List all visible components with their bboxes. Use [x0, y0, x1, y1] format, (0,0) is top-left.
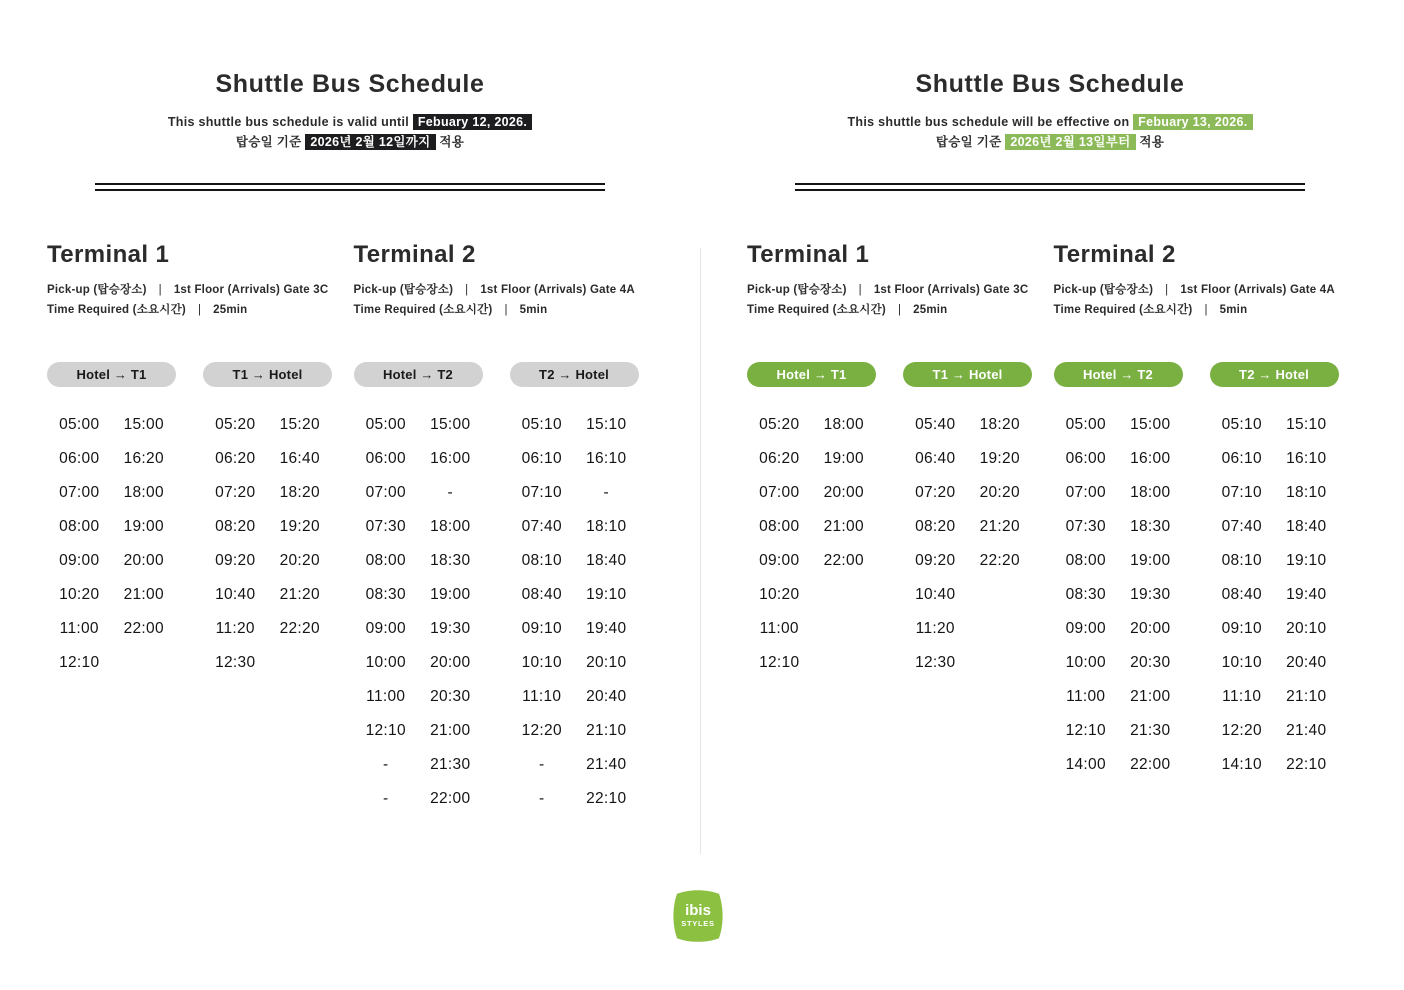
time-cell: 07:00 — [1065, 484, 1106, 501]
time-required-value: 25min — [213, 303, 248, 316]
time-required-label: Time Required (소요시간) — [1053, 303, 1193, 316]
time-cell: 12:30 — [915, 654, 956, 671]
time-cell: 10:10 — [521, 654, 562, 671]
time-cell: 10:00 — [365, 654, 406, 671]
time-cell — [968, 578, 1033, 612]
time-cell: 10:20 — [59, 586, 100, 603]
pickup-value: 1st Floor (Arrivals) Gate 3C — [173, 284, 329, 296]
time-cell: 18:00 — [1130, 484, 1171, 501]
time-cell: 18:40 — [1286, 518, 1327, 535]
pickup-label: Pick-up (탑승장소) — [747, 284, 847, 296]
time-cell: 18:00 — [823, 416, 864, 433]
logo-text-styles: STYLES — [681, 919, 715, 929]
time-cell: 05:00 — [59, 416, 100, 433]
time-cell: 09:00 — [365, 620, 406, 637]
time-cell: 06:20 — [759, 450, 800, 467]
time-cell: 08:20 — [215, 518, 256, 535]
time-grid — [747, 408, 876, 680]
time-cell: 07:00 — [365, 484, 406, 501]
terminal-title: Terminal 1 — [747, 241, 870, 268]
time-cell: 06:10 — [1221, 450, 1262, 467]
time-cell: 16:00 — [430, 450, 471, 467]
time-cell: 19:00 — [823, 450, 864, 467]
time-cell: 09:20 — [915, 552, 956, 569]
time-cell: 20:20 — [279, 552, 320, 569]
validity-line-en — [740, 112, 1360, 132]
time-cell: 22:00 — [1130, 756, 1171, 773]
time-cell: 12:10 — [59, 654, 100, 671]
time-cell: 05:20 — [215, 416, 256, 433]
time-cell: 08:00 — [365, 552, 406, 569]
time-cell: 09:00 — [1065, 620, 1106, 637]
time-cell — [812, 612, 877, 646]
pickup-label: Pick-up (탑승장소) — [47, 284, 147, 296]
time-cell: 05:20 — [759, 416, 800, 433]
time-cell: 08:40 — [1221, 586, 1262, 603]
time-cell: 16:10 — [586, 450, 627, 467]
time-cell: 20:40 — [586, 688, 627, 705]
time-cell: 08:30 — [1065, 586, 1106, 603]
info-separator: | — [465, 284, 469, 296]
time-cell: 19:20 — [979, 450, 1020, 467]
time-cell: 08:10 — [521, 552, 562, 569]
time-cell: - — [383, 756, 389, 773]
time-cell: 20:20 — [979, 484, 1020, 501]
time-cell: - — [447, 484, 453, 501]
terminal-title: Terminal 2 — [1053, 241, 1176, 268]
time-cell: 21:00 — [1130, 688, 1171, 705]
time-cell: 09:00 — [759, 552, 800, 569]
time-cell: 18:10 — [1286, 484, 1327, 501]
time-cell: 07:40 — [521, 518, 562, 535]
logo-pillow-icon — [668, 885, 728, 947]
time-cell: 15:10 — [586, 416, 627, 433]
pickup-value: 1st Floor (Arrivals) Gate 4A — [480, 284, 635, 296]
time-cell: 09:20 — [215, 552, 256, 569]
time-cell: 14:10 — [1221, 756, 1262, 773]
time-cell: 22:00 — [430, 790, 471, 807]
time-cell: 16:20 — [123, 450, 164, 467]
time-cell: 20:00 — [430, 654, 471, 671]
validity-date-highlight: Febuary 12, 2026. — [413, 114, 532, 130]
time-cell: 22:10 — [586, 790, 627, 807]
time-cell: 18:30 — [430, 552, 471, 569]
route-header-pill: T1 → Hotel — [203, 362, 332, 387]
time-cell: 22:00 — [823, 552, 864, 569]
time-cell: 08:00 — [759, 518, 800, 535]
time-cell: 18:30 — [1130, 518, 1171, 535]
time-cell: 21:00 — [430, 722, 471, 739]
validity-line-kr — [740, 132, 1360, 152]
time-cell: 11:20 — [915, 620, 955, 637]
schedule-table — [203, 362, 332, 680]
validity-suffix-kr: 적용 — [439, 135, 465, 149]
route-header-pill: Hotel → T1 — [747, 362, 876, 387]
time-cell: 07:10 — [1221, 484, 1262, 501]
schedule-table — [47, 362, 176, 680]
time-cell: 06:00 — [1065, 450, 1106, 467]
validity-date-highlight-kr: 2026년 2월 12일까지 — [305, 134, 435, 150]
time-cell: 07:20 — [915, 484, 956, 501]
pickup-value: 1st Floor (Arrivals) Gate 3C — [873, 284, 1029, 296]
validity-text-kr: 탑승일 기준 — [235, 135, 302, 149]
validity-suffix-kr: 적용 — [1139, 135, 1165, 149]
info-separator: | — [197, 303, 202, 316]
time-required-value: 5min — [519, 303, 548, 316]
time-cell: 11:20 — [215, 620, 255, 637]
time-grid — [203, 408, 332, 680]
terminal-section — [354, 241, 661, 816]
schedule-table — [354, 362, 483, 816]
time-cell: 11:00 — [759, 620, 799, 637]
time-cell — [968, 612, 1033, 646]
terminals-container — [740, 241, 1360, 782]
time-cell: 08:40 — [521, 586, 562, 603]
time-cell: 12:20 — [1221, 722, 1262, 739]
time-cell: 10:10 — [1221, 654, 1262, 671]
ibis-styles-logo — [668, 885, 728, 947]
terminal-section — [1054, 241, 1361, 782]
time-cell: 08:00 — [1065, 552, 1106, 569]
time-cell: 15:00 — [1130, 416, 1171, 433]
panel-divider-line — [700, 248, 701, 854]
time-cell — [968, 646, 1033, 680]
info-separator: | — [504, 303, 508, 316]
time-required-label: Time Required (소요시간) — [353, 303, 493, 316]
pickup-label: Pick-up (탑승장소) — [353, 284, 454, 296]
time-required-info-line — [747, 301, 1054, 321]
time-grid — [354, 408, 483, 816]
time-cell: 20:00 — [1130, 620, 1171, 637]
time-cell: 18:10 — [586, 518, 627, 535]
time-cell: 11:10 — [522, 688, 562, 705]
time-cell: 19:00 — [430, 586, 471, 603]
time-required-label: Time Required (소요시간) — [747, 303, 886, 316]
time-cell: 19:30 — [1130, 586, 1171, 603]
pickup-info-line — [354, 281, 661, 301]
time-cell: 11:10 — [1222, 688, 1262, 705]
section-divider — [95, 183, 605, 191]
time-cell: 19:10 — [1286, 552, 1327, 569]
time-cell: 06:40 — [915, 450, 956, 467]
time-cell: 08:10 — [1221, 552, 1262, 569]
time-cell: - — [539, 790, 545, 807]
validity-date-highlight: Febuary 13, 2026. — [1133, 114, 1252, 130]
time-cell: 19:40 — [586, 620, 627, 637]
time-cell: 11:00 — [1066, 688, 1106, 705]
time-cell — [812, 578, 877, 612]
terminal-section — [747, 241, 1054, 782]
time-cell: 07:00 — [59, 484, 100, 501]
pickup-info-line — [747, 281, 1054, 301]
time-cell: 20:30 — [430, 688, 471, 705]
panel-current-schedule — [40, 70, 660, 816]
time-cell: 07:30 — [365, 518, 406, 535]
time-cell: 07:40 — [1221, 518, 1262, 535]
time-required-value: 5min — [1219, 303, 1248, 316]
panel-upcoming-schedule — [740, 70, 1360, 782]
validity-line-kr — [40, 132, 660, 152]
time-grid — [1054, 408, 1183, 782]
time-cell: 19:10 — [586, 586, 627, 603]
info-separator: | — [897, 303, 902, 316]
time-cell: 10:00 — [1065, 654, 1106, 671]
time-grid — [1210, 408, 1339, 782]
time-cell: 20:10 — [1286, 620, 1327, 637]
timetables-row — [1054, 362, 1361, 782]
time-cell: 10:20 — [759, 586, 800, 603]
time-cell: 12:30 — [215, 654, 256, 671]
time-cell: 08:20 — [915, 518, 956, 535]
info-separator: | — [1204, 303, 1208, 316]
time-cell: 10:40 — [215, 586, 256, 603]
info-separator: | — [1165, 284, 1169, 296]
time-cell: 21:10 — [1286, 688, 1327, 705]
time-cell: 18:00 — [123, 484, 164, 501]
time-cell: 05:00 — [365, 416, 406, 433]
schedule-table — [510, 362, 639, 816]
time-grid — [47, 408, 176, 680]
time-cell: 07:10 — [521, 484, 562, 501]
info-separator: | — [858, 284, 862, 296]
time-cell: 21:30 — [1130, 722, 1171, 739]
time-cell: 19:40 — [1286, 586, 1327, 603]
time-grid — [510, 408, 639, 816]
route-header-pill: T2 → Hotel — [1210, 362, 1339, 387]
time-cell: 06:20 — [215, 450, 256, 467]
time-cell: 21:40 — [586, 756, 627, 773]
time-cell: 05:00 — [1065, 416, 1106, 433]
time-cell: 18:00 — [430, 518, 471, 535]
time-required-info-line — [47, 301, 354, 321]
pickup-value: 1st Floor (Arrivals) Gate 4A — [1180, 284, 1335, 296]
schedule-table — [747, 362, 876, 680]
time-cell: 08:30 — [365, 586, 406, 603]
time-cell: 18:40 — [586, 552, 627, 569]
time-cell: 05:10 — [521, 416, 562, 433]
time-cell: 12:10 — [1065, 722, 1106, 739]
route-header-pill: Hotel → T2 — [1054, 362, 1183, 387]
time-cell: 19:20 — [279, 518, 320, 535]
time-required-info-line — [354, 301, 661, 321]
time-cell: 22:20 — [279, 620, 320, 637]
route-header-pill: Hotel → T2 — [354, 362, 483, 387]
time-cell: 16:00 — [1130, 450, 1171, 467]
schedule-table — [1054, 362, 1183, 782]
time-cell: 11:00 — [366, 688, 406, 705]
pickup-label: Pick-up (탑승장소) — [1053, 284, 1154, 296]
time-cell: 09:00 — [59, 552, 100, 569]
time-cell: 16:10 — [1286, 450, 1327, 467]
time-cell: 21:00 — [823, 518, 864, 535]
validity-text-kr: 탑승일 기준 — [935, 135, 1002, 149]
time-required-info-line — [1054, 301, 1361, 321]
time-cell: 12:10 — [365, 722, 406, 739]
time-cell — [112, 646, 177, 680]
time-cell: 15:00 — [123, 416, 164, 433]
timetables-row — [47, 362, 354, 680]
time-cell: 19:00 — [1130, 552, 1171, 569]
section-divider — [795, 183, 1305, 191]
time-cell: 15:20 — [279, 416, 320, 433]
route-header-pill: T2 → Hotel — [510, 362, 639, 387]
time-cell: - — [603, 484, 609, 501]
time-cell: 07:30 — [1065, 518, 1106, 535]
time-cell: - — [539, 756, 545, 773]
validity-line-en — [40, 112, 660, 132]
time-cell: - — [383, 790, 389, 807]
terminals-container — [40, 241, 660, 816]
terminal-section — [47, 241, 354, 816]
time-cell: 06:00 — [365, 450, 406, 467]
time-cell: 09:10 — [521, 620, 562, 637]
validity-date-highlight-kr: 2026년 2월 13일부터 — [1005, 134, 1135, 150]
logo-text-ibis: ibis — [685, 901, 711, 919]
time-cell: 07:00 — [759, 484, 800, 501]
time-cell: 21:40 — [1286, 722, 1327, 739]
pickup-info-line — [47, 281, 354, 301]
time-cell: 07:20 — [215, 484, 256, 501]
time-cell: 20:10 — [586, 654, 627, 671]
time-cell — [812, 646, 877, 680]
time-required-label: Time Required (소요시간) — [47, 303, 186, 316]
validity-text: This shuttle bus schedule is valid until — [167, 115, 410, 129]
time-cell: 22:00 — [123, 620, 164, 637]
validity-text: This shuttle bus schedule will be effective on — [847, 115, 1130, 129]
time-cell: 14:00 — [1065, 756, 1106, 773]
time-cell: 16:40 — [279, 450, 320, 467]
timetables-row — [747, 362, 1054, 680]
time-cell: 19:30 — [430, 620, 471, 637]
time-cell: 21:00 — [123, 586, 164, 603]
time-cell: 15:00 — [430, 416, 471, 433]
route-header-pill: T1 → Hotel — [903, 362, 1032, 387]
info-separator: | — [158, 284, 162, 296]
time-cell: 20:00 — [823, 484, 864, 501]
time-cell: 10:40 — [915, 586, 956, 603]
time-grid — [903, 408, 1032, 680]
page-title: Shuttle Bus Schedule — [215, 70, 485, 98]
time-cell: 18:20 — [279, 484, 320, 501]
time-cell: 12:20 — [521, 722, 562, 739]
time-cell: 12:10 — [759, 654, 800, 671]
time-cell: 18:20 — [979, 416, 1020, 433]
time-cell: 20:30 — [1130, 654, 1171, 671]
time-cell: 05:40 — [915, 416, 956, 433]
pickup-info-line — [1054, 281, 1361, 301]
time-cell: 21:10 — [586, 722, 627, 739]
time-cell: 22:10 — [1286, 756, 1327, 773]
time-cell: 20:00 — [123, 552, 164, 569]
time-cell: 05:10 — [1221, 416, 1262, 433]
time-cell: 21:20 — [979, 518, 1020, 535]
route-header-pill: Hotel → T1 — [47, 362, 176, 387]
time-cell: 21:30 — [430, 756, 471, 773]
time-cell: 08:00 — [59, 518, 100, 535]
schedule-table — [903, 362, 1032, 680]
page-title: Shuttle Bus Schedule — [915, 70, 1185, 98]
time-cell: 22:20 — [979, 552, 1020, 569]
time-cell: 06:00 — [59, 450, 100, 467]
terminal-title: Terminal 2 — [353, 241, 476, 268]
time-cell: 06:10 — [521, 450, 562, 467]
time-cell: 21:20 — [279, 586, 320, 603]
time-cell: 09:10 — [1221, 620, 1262, 637]
time-cell: 11:00 — [59, 620, 99, 637]
time-cell — [268, 646, 333, 680]
time-cell: 15:10 — [1286, 416, 1327, 433]
time-cell: 19:00 — [123, 518, 164, 535]
schedule-table — [1210, 362, 1339, 782]
time-required-value: 25min — [913, 303, 948, 316]
time-cell: 20:40 — [1286, 654, 1327, 671]
terminal-title: Terminal 1 — [47, 241, 170, 268]
timetables-row — [354, 362, 661, 816]
